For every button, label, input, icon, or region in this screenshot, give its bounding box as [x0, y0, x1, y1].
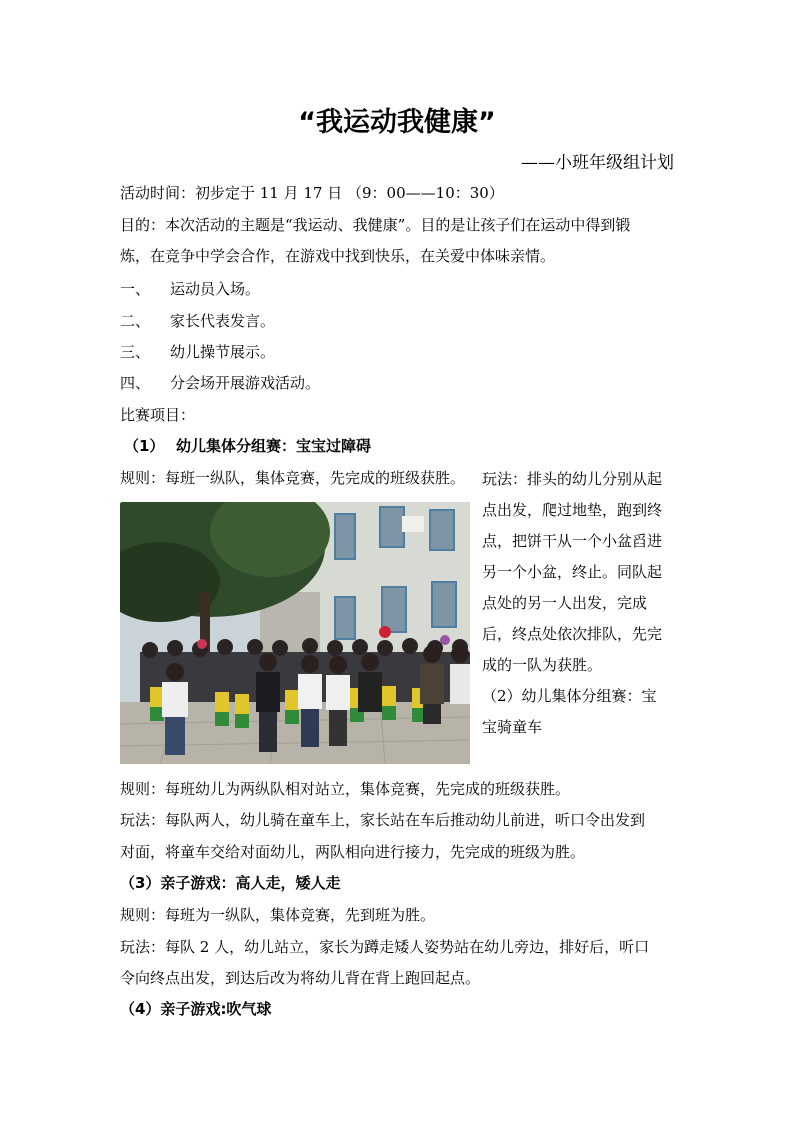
- step-2: [120, 311, 676, 331]
- item-3-heading: （3）亲子游戏：高人走，矮人走: [120, 874, 341, 892]
- wrapped-line: 后，终点处依次排队，先完: [482, 625, 663, 643]
- item-title: 幼儿集体分组赛：宝宝过障碍: [176, 437, 372, 455]
- activity-photo: [120, 502, 470, 764]
- wrapped-line: 点处的另一人出发，完成: [482, 594, 648, 612]
- step-1: [120, 279, 676, 299]
- purpose-line-2: 炼，在竞争中学会合作，在游戏中找到快乐，在关爱中体味亲情。: [120, 247, 556, 265]
- step-3: [120, 342, 676, 362]
- item-3-play-line-2: 令向终点出发，到达后改为将幼儿背在背上跑回起点。: [120, 969, 481, 987]
- wrapped-line: 玩法：排头的幼儿分别从起: [482, 470, 663, 488]
- step-text: 分会场开展游戏活动。: [170, 374, 321, 392]
- item-2-play-line-1: 玩法：每队两人，幼儿骑在童车上，家长站在车后推动幼儿前进，听口令出发到: [120, 811, 646, 829]
- step-4: [120, 373, 676, 393]
- item-number: （1）: [124, 437, 165, 455]
- step-number: 一、: [120, 280, 151, 298]
- item-1-rule: 规则：每班一纵队，集体竞赛，先完成的班级获胜。: [120, 469, 466, 487]
- step-text: 运动员入场。: [170, 280, 261, 298]
- document-title: “我运动我健康”: [298, 107, 496, 138]
- step-number: 三、: [120, 343, 151, 361]
- item-2-play-line-2: 对面，将童车交给对面幼儿，两队相向进行接力，先完成的班级为胜。: [120, 843, 586, 861]
- item-2-heading-line-1: （2）幼儿集体分组赛：宝: [482, 687, 657, 705]
- wrapped-line: 点，把饼干从一个小盆舀进: [482, 532, 663, 550]
- activity-time: 活动时间：初步定于 11 月 17 日 （9：00——10：30）: [120, 184, 504, 202]
- step-number: 四、: [120, 374, 151, 392]
- wrapped-line: 点出发，爬过地垫，跑到终: [482, 501, 663, 519]
- item-1-play-wrapped: [482, 469, 678, 748]
- item-3-rule: 规则：每班为一纵队，集体竞赛，先到班为胜。: [120, 906, 436, 924]
- item-2-rule: 规则：每班幼儿为两纵队相对站立，集体竞赛，先完成的班级获胜。: [120, 780, 571, 798]
- step-number: 二、: [120, 312, 151, 330]
- item-3-play-line-1: 玩法：每队 2 人，幼儿站立，家长为蹲走矮人姿势站在幼儿旁边，排好后，听口: [120, 938, 650, 956]
- step-text: 幼儿操节展示。: [170, 343, 276, 361]
- wrapped-line: 成的一队为获胜。: [482, 656, 603, 674]
- item-1-heading: [124, 436, 680, 456]
- item-4-heading: （4）亲子游戏:吹气球: [120, 1000, 272, 1018]
- document-subtitle: ——小班年级组计划: [521, 153, 674, 173]
- wrapped-line: 另一个小盆，终止。同队起: [482, 563, 663, 581]
- items-label: 比赛项目：: [120, 406, 196, 424]
- purpose-line-1: 目的：本次活动的主题是“我运动、我健康”。目的是让孩子们在运动中得到锻: [120, 216, 631, 234]
- step-text: 家长代表发言。: [170, 312, 276, 330]
- item-2-heading-line-2: 宝骑童车: [482, 718, 543, 736]
